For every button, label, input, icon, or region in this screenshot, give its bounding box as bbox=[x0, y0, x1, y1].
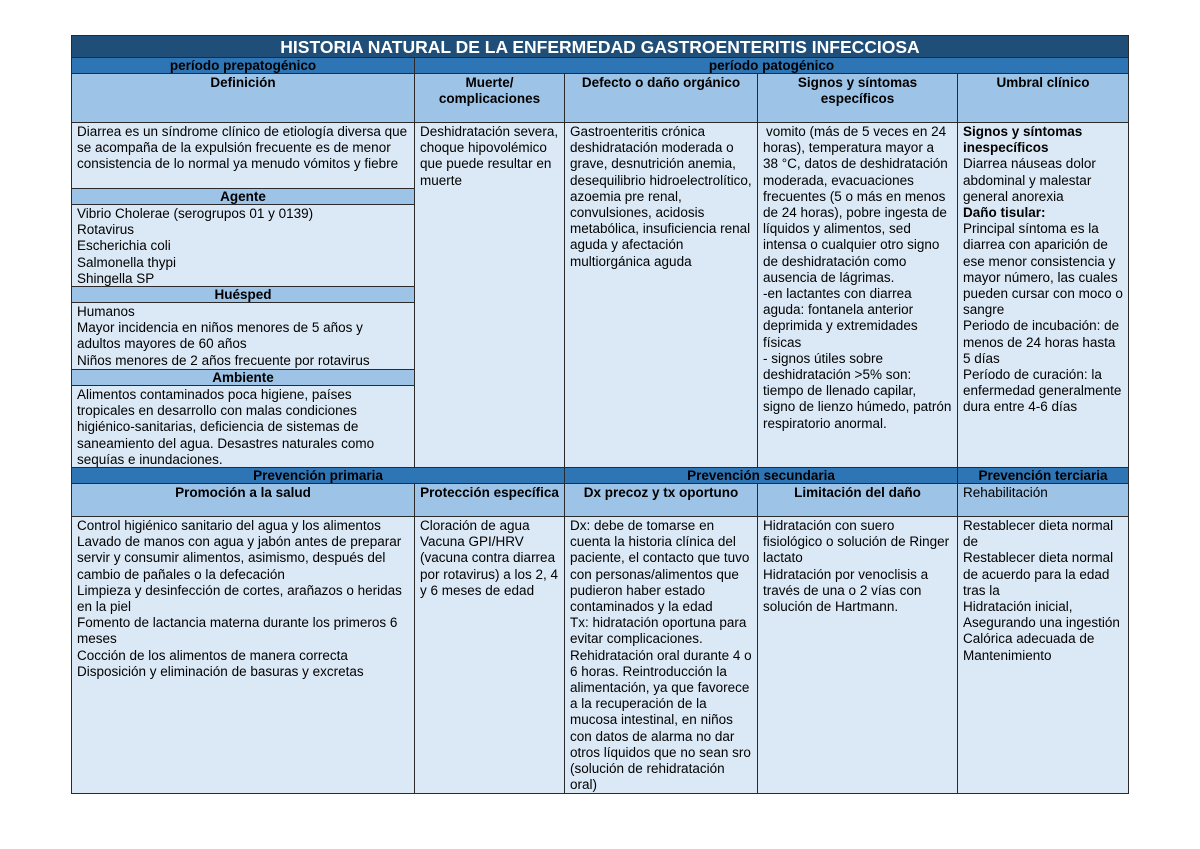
list-item: Restablecer dieta normal de acuerdo para la edad tras la bbox=[963, 550, 1114, 598]
umbral-content bbox=[957, 122, 1129, 468]
list-item: Humanos bbox=[77, 304, 135, 319]
prevencion-primaria-header: Prevención primaria bbox=[71, 467, 565, 484]
definicion-header: Definición bbox=[71, 73, 415, 123]
periodo-prepatogenico-header: período prepatogénico bbox=[71, 57, 415, 74]
limitacion-text: Hidratación con suero fisiológico o solución de Ringer lactato bbox=[763, 518, 950, 566]
agente-list bbox=[71, 204, 415, 287]
list-item: Lavado de manos con agua y jabón antes de preparar servir y consumir alimentos, asimismo, después del cambio de pañales o la defecación bbox=[77, 534, 402, 582]
ambiente-text: Alimentos contaminados poca higiene, países tropicales en desarrollo con malas condiciones higiénico-sanitarias, deficiencia de sistemas de saneamiento del agua. Desastres naturales como sequías e inundaciones. bbox=[71, 385, 415, 468]
list-item: Rotavirus bbox=[77, 222, 135, 238]
rehabilitacion-header: Rehabilitación bbox=[957, 483, 1129, 517]
defecto-header: Defecto o daño orgánico bbox=[564, 73, 758, 123]
dx-content bbox=[564, 516, 758, 794]
signos-header: Signos y síntomas específicos bbox=[757, 73, 958, 123]
list-item: Escherichia coli bbox=[77, 238, 171, 254]
list-item: Cocción de los alimentos de manera correcta bbox=[77, 647, 348, 663]
promocion-header: Promoción a la salud bbox=[71, 483, 415, 517]
list-item: Control higiénico sanitario del agua y los alimentos bbox=[77, 518, 381, 533]
prevencion-terciaria-header: Prevención terciaria bbox=[957, 467, 1129, 484]
list-item: Restablecer dieta normal de bbox=[963, 518, 1114, 550]
rehabilitacion-list bbox=[957, 516, 1129, 794]
list-item: Limpieza y desinfección de cortes, arañazos o heridas en la piel bbox=[77, 582, 402, 615]
list-item: Mayor incidencia en niños menores de 5 años y adultos mayores de 60 años bbox=[77, 320, 363, 352]
list-item: vomito (más de 5 veces en 24 horas), temperatura mayor a 38 °C, datos de deshidratación moderada, evacuaciones frecuentes (5 o más en menos de 24 horas), pobre ingesta de líquidos y alimentos, sed intensa o cualquier otro signo de deshidratación como ausencia de lágrimas. bbox=[763, 124, 948, 285]
list-item: Salmonella thypi bbox=[77, 254, 177, 270]
huesped-list bbox=[71, 302, 415, 370]
promocion-list bbox=[71, 516, 415, 794]
dx-text: Dx: debe de tomarse en cuenta la historia clínica del paciente, el contacto que tuvo con personas/alimentos que pudieron haber estado contaminados y la edad bbox=[570, 518, 750, 615]
prevencion-secundaria-header: Prevención secundaria bbox=[564, 467, 958, 484]
page-title: HISTORIA NATURAL DE LA ENFERMEDAD GASTROENTERITIS INFECCIOSA bbox=[71, 35, 1129, 58]
proteccion-header: Protección específica bbox=[414, 483, 565, 517]
umbral-heading-dano: Daño tisular: bbox=[963, 205, 1046, 221]
umbral-text: Diarrea náuseas dolor abdominal y malestar general anorexia bbox=[963, 156, 1096, 204]
umbral-text: Período de curación: la enfermedad generalmente dura entre 4-6 días bbox=[963, 367, 1122, 415]
limitacion-header: Limitación del daño bbox=[757, 483, 958, 517]
list-item: Fomento de lactancia materna durante los primeros 6 meses bbox=[77, 615, 398, 647]
list-item: Niños menores de 2 años frecuente por rotavirus bbox=[77, 352, 370, 368]
umbral-heading-inespecificos: Signos y síntomas inespecíficos bbox=[963, 124, 1083, 156]
list-item: - signos útiles sobre deshidratación >5% son: tiempo de llenado capilar, signo de lienzo húmedo, patrón respiratorio anormal. bbox=[763, 350, 952, 431]
periodo-patogenico-header: período patogénico bbox=[414, 57, 1129, 74]
list-item: Disposición y eliminación de basuras y excretas bbox=[77, 663, 364, 679]
signos-list bbox=[757, 122, 958, 468]
umbral-text: Principal síntoma es la diarrea con aparición de ese menor consistencia y mayor número, las cuales pueden cursar con moco o sangre bbox=[963, 221, 1123, 318]
defecto-text: Gastroenteritis crónica deshidratación moderada o grave, desnutrición anemia, desequilibrio hidroelectrolítico, azoemia pre renal, convulsiones, acidosis metabólica, insuficiencia renal aguda y afectación multiorgánica aguda bbox=[564, 122, 758, 468]
limitacion-text: Hidratación por venoclisis a través de una o 2 vías con solución de Hartmann. bbox=[763, 566, 929, 615]
muerte-header: Muerte/ complicaciones bbox=[414, 73, 565, 123]
list-item: Vibrio Cholerae (serogrupos 01 y 0139) bbox=[77, 206, 314, 221]
dx-header: Dx precoz y tx oportuno bbox=[564, 483, 758, 517]
list-item: Hidratación inicial, Asegurando una ingestión bbox=[963, 599, 1120, 631]
agente-label: Agente bbox=[71, 188, 415, 205]
limitacion-content bbox=[757, 516, 958, 794]
list-item: -en lactantes con diarrea aguda: fontanela anterior deprimida y extremidades físicas bbox=[763, 286, 918, 350]
tx-text: Tx: hidratación oportuna para evitar complicaciones. Rehidratación oral durante 4 o 6 horas. Reintroducción la alimentación, ya que favorece a la recuperación de la mucosa intestinal, en niños con datos de alarma no dar otros líquidos que no sean sro (solución de rehidratación oral) bbox=[570, 615, 752, 793]
muerte-text: Deshidratación severa, choque hipovolémico que puede resultar en muerte bbox=[414, 122, 565, 468]
list-item: Shingella SP bbox=[77, 270, 155, 286]
umbral-text: Periodo de incubación: de menos de 24 horas hasta 5 días bbox=[963, 318, 1120, 366]
huesped-label: Huésped bbox=[71, 286, 415, 303]
list-item: Calórica adecuada de Mantenimiento bbox=[963, 631, 1095, 663]
definicion-text: Diarrea es un síndrome clínico de etiología diversa que se acompaña de la expulsión frecuente es de menor consistencia de lo normal ya menudo vómitos y fiebre bbox=[71, 122, 415, 189]
umbral-header: Umbral clínico bbox=[957, 73, 1129, 123]
ambiente-label: Ambiente bbox=[71, 369, 415, 386]
proteccion-text: Cloración de agua Vacuna GPI/HRV (vacuna contra diarrea por rotavirus) a los 2, 4 y 6 meses de edad bbox=[414, 516, 565, 794]
